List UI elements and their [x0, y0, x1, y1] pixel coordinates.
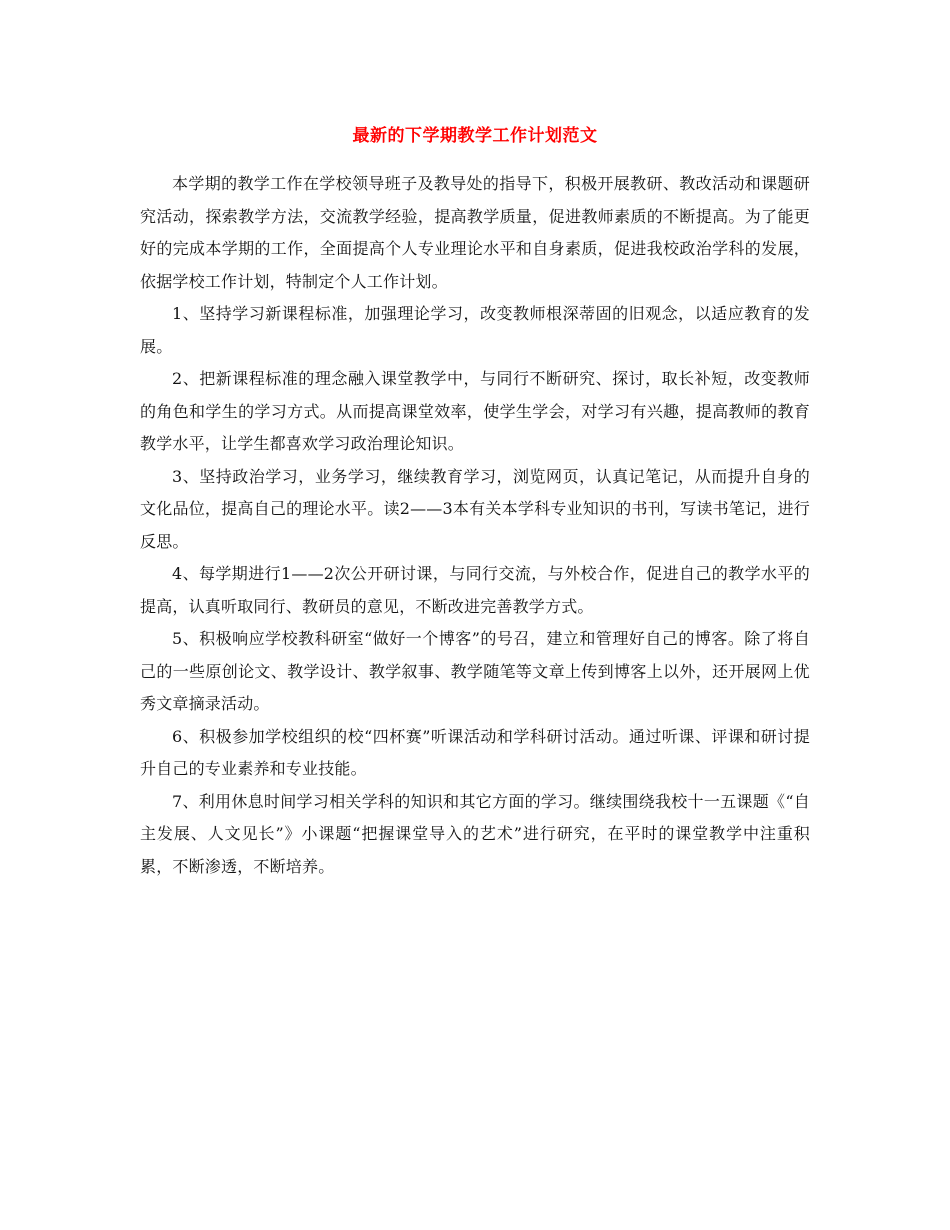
- plan-item-3: 3、坚持政治学习，业务学习，继续教育学习，浏览网页，认真记笔记，从而提升自身的文化品位，提高自己的理论水平。读2——3本有关本学科专业知识的书刊，写读书笔记，进行反思。: [140, 466, 810, 551]
- intro-paragraph: 本学期的教学工作在学校领导班子及教导处的指导下，积极开展教研、教改活动和课题研究活动，探索教学方法，交流教学经验，提高教学质量，促进教师素质的不断提高。为了能更好的完成本学期的工作，全面提高个人专业理论水平和自身素质，促进我校政治学科的发展，依据学校工作计划，特制定个人工作计划。: [140, 174, 810, 291]
- plan-item-6: 6、积极参加学校组织的校“四杯赛”听课活动和学科研讨活动。通过听课、评课和研讨提升自己的专业素养和专业技能。: [140, 726, 810, 778]
- plan-item-4: 4、每学期进行1——2次公开研讨课，与同行交流，与外校合作，促进自己的教学水平的提高，认真听取同行、教研员的意见，不断改进完善教学方式。: [140, 564, 810, 616]
- plan-item-5: 5、积极响应学校教科研室“做好一个博客”的号召，建立和管理好自己的博客。除了将自己的一些原创论文、教学设计、教学叙事、教学随笔等文章上传到博客上以外，还开展网上优秀文章摘录活动。: [140, 629, 810, 713]
- plan-item-1: 1、坚持学习新课程标准，加强理论学习，改变教师根深蒂固的旧观念，以适应教育的发展。: [140, 304, 810, 356]
- document-body: [140, 168, 810, 883]
- plan-item-2: 2、把新课程标准的理念融入课堂教学中，与同行不断研究、探讨，取长补短，改变教师的角色和学生的学习方式。从而提高课堂效率，使学生学会，对学习有兴趣，提高教师的教育教学水平，让学生都喜欢学习政治理论知识。: [140, 369, 810, 453]
- plan-item-7: 7、利用休息时间学习相关学科的知识和其它方面的学习。继续围绕我校十一五课题《“自主发展、人文见长”》小课题“把握课堂导入的艺术”进行研究，在平时的课堂教学中注重积累，不断渗透，不断培养。: [140, 791, 810, 876]
- document-title: 最新的下学期教学工作计划范文: [352, 126, 598, 146]
